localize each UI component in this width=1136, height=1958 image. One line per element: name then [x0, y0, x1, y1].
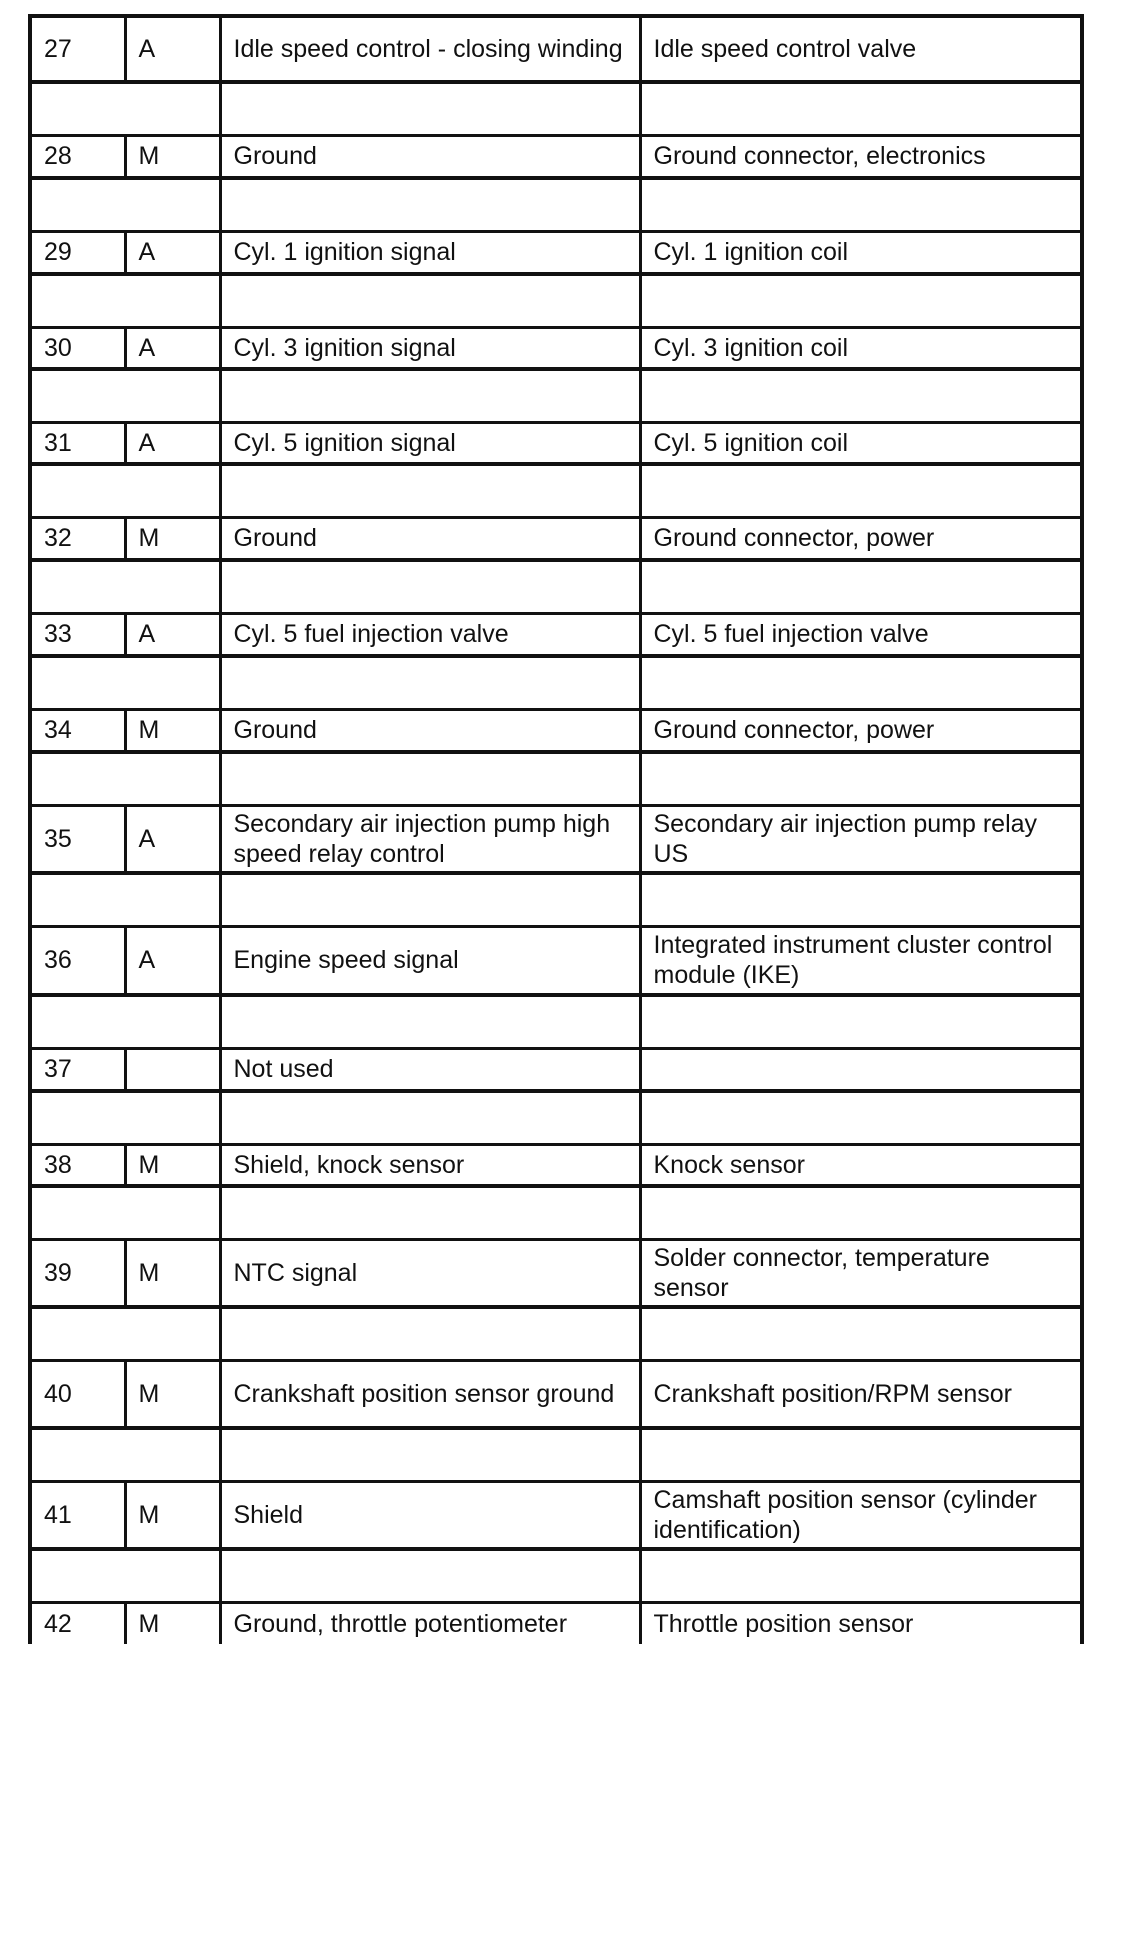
pin-description-cell: NTC signal [220, 1239, 640, 1307]
pin-number-cell: 37 [30, 1048, 125, 1091]
pin-description-cell: Secondary air injection pump high speed relay control [220, 805, 640, 873]
spacer-cell [220, 1428, 640, 1481]
component-cell: Ground connector, electronics [640, 135, 1082, 178]
pin-type-cell: A [125, 16, 220, 82]
spacer-cell [30, 82, 220, 135]
pin-type-cell: M [125, 135, 220, 178]
spacer-row [30, 178, 1082, 231]
spacer-cell [220, 1186, 640, 1239]
component-cell: Ground connector, power [640, 517, 1082, 560]
pin-description-cell: Cyl. 1 ignition signal [220, 231, 640, 274]
component-cell: Knock sensor [640, 1144, 1082, 1186]
pin-type-cell: M [125, 1481, 220, 1549]
spacer-row [30, 656, 1082, 709]
pin-number-cell: 41 [30, 1481, 125, 1549]
spacer-cell [30, 1091, 220, 1144]
table-row [30, 1481, 1082, 1549]
pin-number-cell: 39 [30, 1239, 125, 1307]
pin-type-cell: M [125, 1602, 220, 1644]
pin-description-cell: Cyl. 5 fuel injection valve [220, 613, 640, 656]
pin-description-cell: Shield [220, 1481, 640, 1549]
spacer-row [30, 873, 1082, 926]
spacer-cell [30, 274, 220, 327]
spacer-cell [640, 873, 1082, 926]
spacer-cell [640, 995, 1082, 1048]
pin-type-cell: M [125, 709, 220, 752]
table-row [30, 1048, 1082, 1091]
pin-type-cell: M [125, 517, 220, 560]
spacer-row [30, 82, 1082, 135]
spacer-cell [640, 1549, 1082, 1602]
spacer-cell [640, 1091, 1082, 1144]
component-cell: Secondary air injection pump relay US [640, 805, 1082, 873]
table-row [30, 327, 1082, 369]
pin-description-cell: Engine speed signal [220, 926, 640, 995]
spacer-cell [640, 274, 1082, 327]
pin-type-cell: M [125, 1239, 220, 1307]
spacer-cell [640, 369, 1082, 422]
spacer-cell [30, 369, 220, 422]
spacer-cell [30, 1549, 220, 1602]
spacer-cell [30, 1307, 220, 1360]
spacer-cell [640, 656, 1082, 709]
spacer-cell [640, 1186, 1082, 1239]
spacer-cell [220, 873, 640, 926]
spacer-cell [640, 1428, 1082, 1481]
spacer-cell [30, 464, 220, 517]
table-row [30, 1239, 1082, 1307]
spacer-cell [220, 274, 640, 327]
table-row [30, 709, 1082, 752]
pin-description-cell: Ground [220, 709, 640, 752]
pin-number-cell: 42 [30, 1602, 125, 1644]
component-cell: Crankshaft position/RPM sensor [640, 1360, 1082, 1428]
pin-type-cell: A [125, 231, 220, 274]
table-body [30, 16, 1082, 1644]
spacer-row [30, 1428, 1082, 1481]
spacer-cell [30, 995, 220, 1048]
spacer-row [30, 1549, 1082, 1602]
pin-number-cell: 36 [30, 926, 125, 995]
spacer-row [30, 995, 1082, 1048]
spacer-cell [220, 464, 640, 517]
spacer-row [30, 1307, 1082, 1360]
pin-description-cell: Ground [220, 135, 640, 178]
component-cell: Camshaft position sensor (cylinder identification) [640, 1481, 1082, 1549]
component-cell: Cyl. 3 ignition coil [640, 327, 1082, 369]
pin-number-cell: 38 [30, 1144, 125, 1186]
pin-description-cell: Cyl. 3 ignition signal [220, 327, 640, 369]
pin-assignment-table [28, 14, 1084, 1644]
component-cell [640, 1048, 1082, 1091]
spacer-cell [30, 560, 220, 613]
pin-number-cell: 27 [30, 16, 125, 82]
pin-description-cell: Cyl. 5 ignition signal [220, 422, 640, 464]
pin-number-cell: 34 [30, 709, 125, 752]
pin-type-cell: M [125, 1360, 220, 1428]
pin-number-cell: 35 [30, 805, 125, 873]
component-cell: Cyl. 5 ignition coil [640, 422, 1082, 464]
spacer-cell [30, 1428, 220, 1481]
pin-type-cell: A [125, 327, 220, 369]
spacer-cell [30, 656, 220, 709]
spacer-cell [220, 1549, 640, 1602]
spacer-cell [640, 178, 1082, 231]
pin-type-cell: A [125, 805, 220, 873]
spacer-cell [640, 464, 1082, 517]
component-cell: Idle speed control valve [640, 16, 1082, 82]
pin-type-cell: M [125, 1144, 220, 1186]
pin-type-cell [125, 1048, 220, 1091]
spacer-cell [220, 560, 640, 613]
pin-number-cell: 31 [30, 422, 125, 464]
table-row [30, 613, 1082, 656]
table-row [30, 805, 1082, 873]
spacer-cell [640, 752, 1082, 805]
table-row [30, 231, 1082, 274]
pin-type-cell: A [125, 926, 220, 995]
spacer-cell [30, 1186, 220, 1239]
spacer-cell [220, 656, 640, 709]
table-row [30, 926, 1082, 995]
spacer-cell [220, 1091, 640, 1144]
table-row [30, 16, 1082, 82]
pin-description-cell: Crankshaft position sensor ground [220, 1360, 640, 1428]
table-row [30, 1360, 1082, 1428]
spacer-cell [640, 82, 1082, 135]
pin-description-cell: Not used [220, 1048, 640, 1091]
spacer-row [30, 1091, 1082, 1144]
pin-number-cell: 32 [30, 517, 125, 560]
pin-number-cell: 29 [30, 231, 125, 274]
pin-number-cell: 30 [30, 327, 125, 369]
spacer-row [30, 274, 1082, 327]
pin-number-cell: 33 [30, 613, 125, 656]
spacer-cell [640, 1307, 1082, 1360]
spacer-cell [220, 1307, 640, 1360]
pin-description-cell: Idle speed control - closing winding [220, 16, 640, 82]
table-row [30, 1602, 1082, 1644]
pin-type-cell: A [125, 613, 220, 656]
spacer-row [30, 1186, 1082, 1239]
component-cell: Solder connector, temperature sensor [640, 1239, 1082, 1307]
table-row [30, 135, 1082, 178]
spacer-row [30, 752, 1082, 805]
spacer-row [30, 369, 1082, 422]
pin-number-cell: 28 [30, 135, 125, 178]
component-cell: Ground connector, power [640, 709, 1082, 752]
table-row [30, 1144, 1082, 1186]
component-cell: Cyl. 5 fuel injection valve [640, 613, 1082, 656]
pin-type-cell: A [125, 422, 220, 464]
spacer-row [30, 560, 1082, 613]
spacer-cell [30, 752, 220, 805]
pin-description-cell: Shield, knock sensor [220, 1144, 640, 1186]
spacer-cell [220, 995, 640, 1048]
component-cell: Throttle position sensor [640, 1602, 1082, 1644]
spacer-cell [220, 178, 640, 231]
spacer-cell [640, 560, 1082, 613]
spacer-cell [220, 82, 640, 135]
table-row [30, 422, 1082, 464]
pin-description-cell: Ground, throttle potentiometer [220, 1602, 640, 1644]
spacer-cell [30, 178, 220, 231]
spacer-cell [30, 873, 220, 926]
spacer-row [30, 464, 1082, 517]
pin-description-cell: Ground [220, 517, 640, 560]
spacer-cell [220, 369, 640, 422]
component-cell: Integrated instrument cluster control module (IKE) [640, 926, 1082, 995]
pin-number-cell: 40 [30, 1360, 125, 1428]
table-row [30, 517, 1082, 560]
spacer-cell [220, 752, 640, 805]
component-cell: Cyl. 1 ignition coil [640, 231, 1082, 274]
